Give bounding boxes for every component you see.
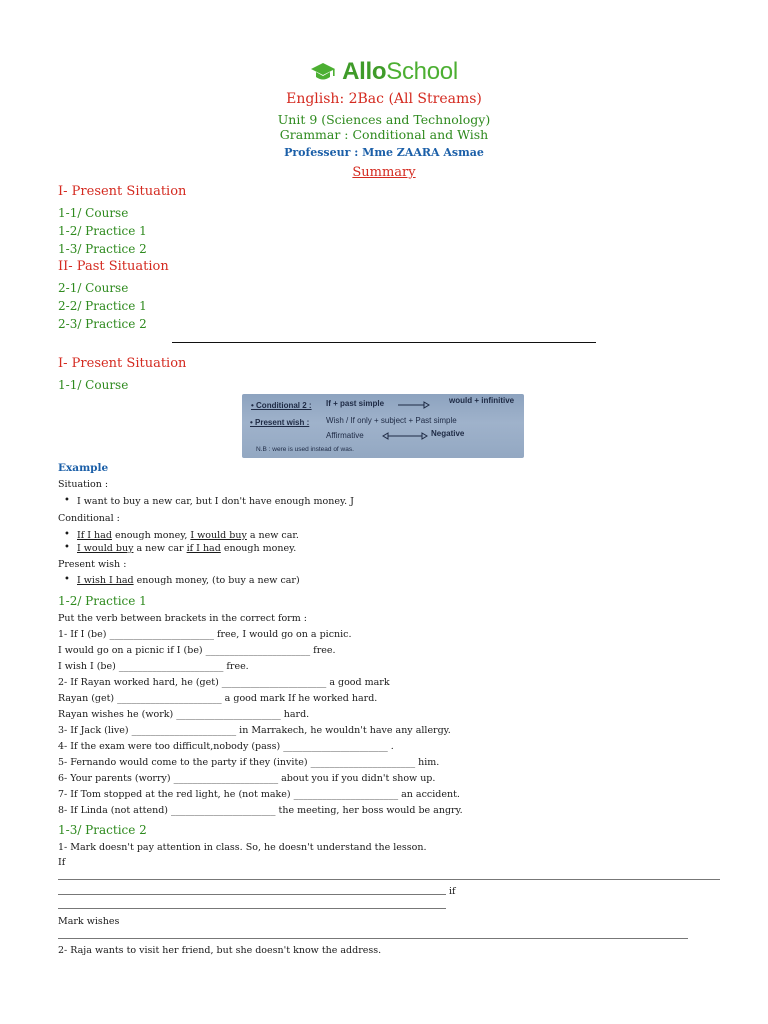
photo-conditional-label: • Conditional 2 : [251, 401, 312, 410]
toc-item-past-situation[interactable]: II- Past Situation [58, 259, 169, 274]
arrow-right-icon [398, 401, 430, 409]
exercise-line: Rayan (get) ______________________ a good mark If he worked hard. [58, 693, 378, 704]
example-heading: Example [58, 462, 109, 474]
toc-item-course[interactable]: 1-1/ Course [58, 206, 129, 220]
grammar-title: Grammar : Conditional and Wish [279, 127, 489, 142]
practice-2-question-2: 2- Raja wants to visit her friend, but she doesn't know the address. [58, 945, 382, 956]
photo-conditional-result: would + infinitive [449, 396, 515, 405]
unit-title: Unit 9 (Sciences and Technology) [277, 112, 491, 127]
practice-1-instruction: Put the verb between brackets in the correct form : [58, 613, 307, 624]
summary-heading[interactable]: Summary [352, 165, 416, 180]
subsection-heading-practice-1: 1-2/ Practice 1 [58, 594, 147, 608]
graduation-cap-icon [310, 61, 336, 83]
conditional-label: Conditional : [58, 513, 120, 524]
toc-item-past-practice-2[interactable]: 2-3/ Practice 2 [58, 317, 147, 331]
toc-item-past-practice-1[interactable]: 2-2/ Practice 1 [58, 299, 147, 313]
situation-item: • I want to buy a new car, but I don't have enough money. J [66, 496, 354, 507]
photo-wish-formula: Wish / If only + subject + Past simple [326, 416, 457, 425]
exercise-line: Rayan wishes he (work) ______________________ hard. [58, 709, 310, 720]
exercise-line: 8- If Linda (not attend) ______________________ the meeting, her boss would be angry. [58, 805, 463, 816]
answer-line[interactable] [58, 908, 446, 909]
exercise-line: 4- If the exam were too difficult,nobody (pass) ______________________ . [58, 741, 394, 752]
photo-wish-label: • Present wish : [250, 418, 310, 427]
exercise-line: I would go on a picnic if I (be) ______________________ free. [58, 645, 336, 656]
photo-affirmative: Affirmative [326, 431, 364, 440]
photo-conditional-formula: If + past simple [326, 399, 385, 408]
answer-line[interactable] [58, 879, 720, 880]
toc-item-past-course[interactable]: 2-1/ Course [58, 281, 129, 295]
course-title: English: 2Bac (All Streams) [286, 91, 482, 107]
alloschool-logo [0, 58, 768, 88]
exercise-line: 6- Your parents (worry) ______________________ about you if you didn't show up. [58, 773, 436, 784]
answer-line[interactable] [58, 938, 688, 939]
professor-name: Professeur : Mme ZAARA Asmae [284, 146, 484, 159]
present-wish-label: Present wish : [58, 559, 127, 570]
photo-note: N.B : were is used instead of was. [256, 446, 354, 453]
section-heading-present-situation: I- Present Situation [58, 356, 187, 371]
toc-item-present-situation[interactable]: I- Present Situation [58, 184, 187, 199]
section-divider [172, 342, 596, 343]
grammar-rule-photo [242, 394, 524, 458]
conditional-item-1: • If I had enough money, I would buy a new car. [66, 530, 299, 541]
double-arrow-icon [382, 432, 428, 440]
exercise-line: 7- If Tom stopped at the red light, he (not make) ______________________ an accident. [58, 789, 460, 800]
toc-item-practice-2[interactable]: 1-3/ Practice 2 [58, 242, 147, 256]
wish-item: • I wish I had enough money, (to buy a new car) [66, 575, 300, 586]
answer-line[interactable] [58, 894, 446, 895]
logo-text: AlloSchool [342, 58, 458, 85]
practice-2-question-1: 1- Mark doesn't pay attention in class. So, he doesn't understand the lesson. [58, 842, 427, 853]
situation-label: Situation : [58, 479, 109, 490]
subsection-heading-course: 1-1/ Course [58, 378, 129, 392]
subsection-heading-practice-2: 1-3/ Practice 2 [58, 823, 147, 837]
answer-prefix-if: If [58, 857, 66, 868]
exercise-line: 5- Fernando would come to the party if they (invite) ______________________ him. [58, 757, 440, 768]
photo-negative: Negative [431, 429, 465, 438]
exercise-line: I wish I (be) ______________________ free. [58, 661, 249, 672]
exercise-line: 3- If Jack (live) ______________________ in Marrakech, he wouldn't have any allergy. [58, 725, 451, 736]
exercise-line: 1- If I (be) ______________________ free, I would go on a picnic. [58, 629, 352, 640]
exercise-line: 2- If Rayan worked hard, he (get) ______________________ a good mark [58, 677, 390, 688]
answer-word-if: if [449, 886, 456, 897]
answer-prefix-mark-wishes: Mark wishes [58, 916, 120, 927]
toc-item-practice-1[interactable]: 1-2/ Practice 1 [58, 224, 147, 238]
conditional-item-2: • I would buy a new car if I had enough money. [66, 543, 296, 554]
